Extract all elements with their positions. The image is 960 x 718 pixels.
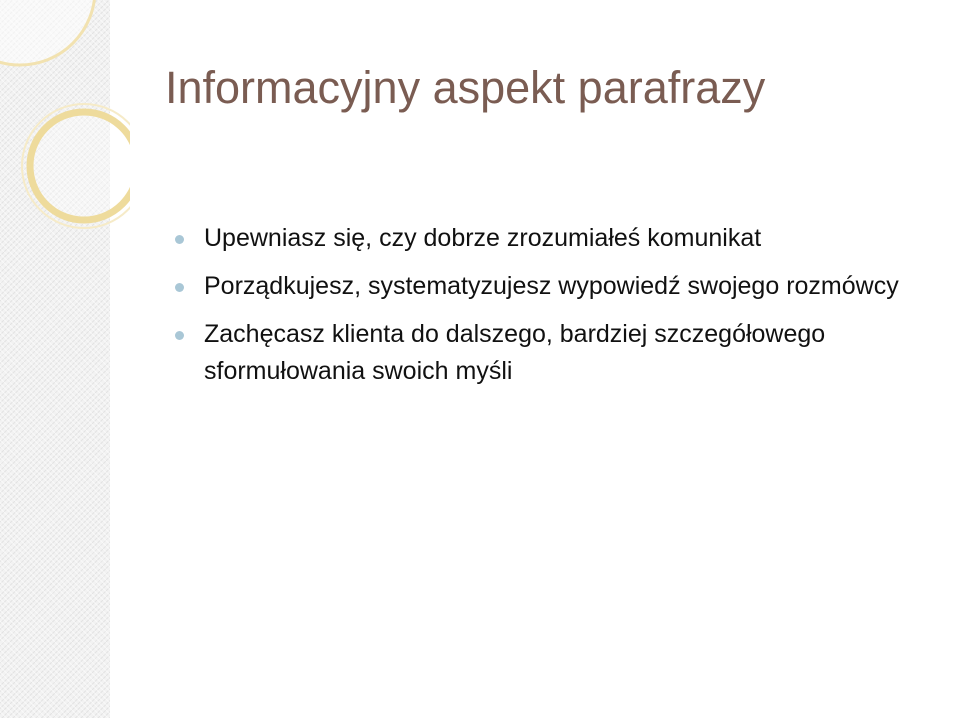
round-bullet-icon <box>175 283 184 292</box>
bullet-text: Zachęcasz klienta do dalszego, bardziej szczegółowego sformułowania swoich myśli <box>204 320 826 385</box>
bullet-item <box>175 316 935 390</box>
bullet-item <box>175 220 935 257</box>
round-bullet-icon <box>175 331 184 340</box>
gold-ring-decoration-icon <box>0 0 130 240</box>
round-bullet-icon <box>175 235 184 244</box>
bullet-list <box>175 220 935 401</box>
bullet-text: Porządkujesz, systematyzujesz wypowiedź swojego rozmówcy <box>204 272 899 300</box>
slide-title: Informacyjny aspekt parafrazy <box>165 62 766 113</box>
bullet-text: Upewniasz się, czy dobrze zrozumiałeś komunikat <box>204 224 762 252</box>
bullet-item <box>175 268 935 305</box>
